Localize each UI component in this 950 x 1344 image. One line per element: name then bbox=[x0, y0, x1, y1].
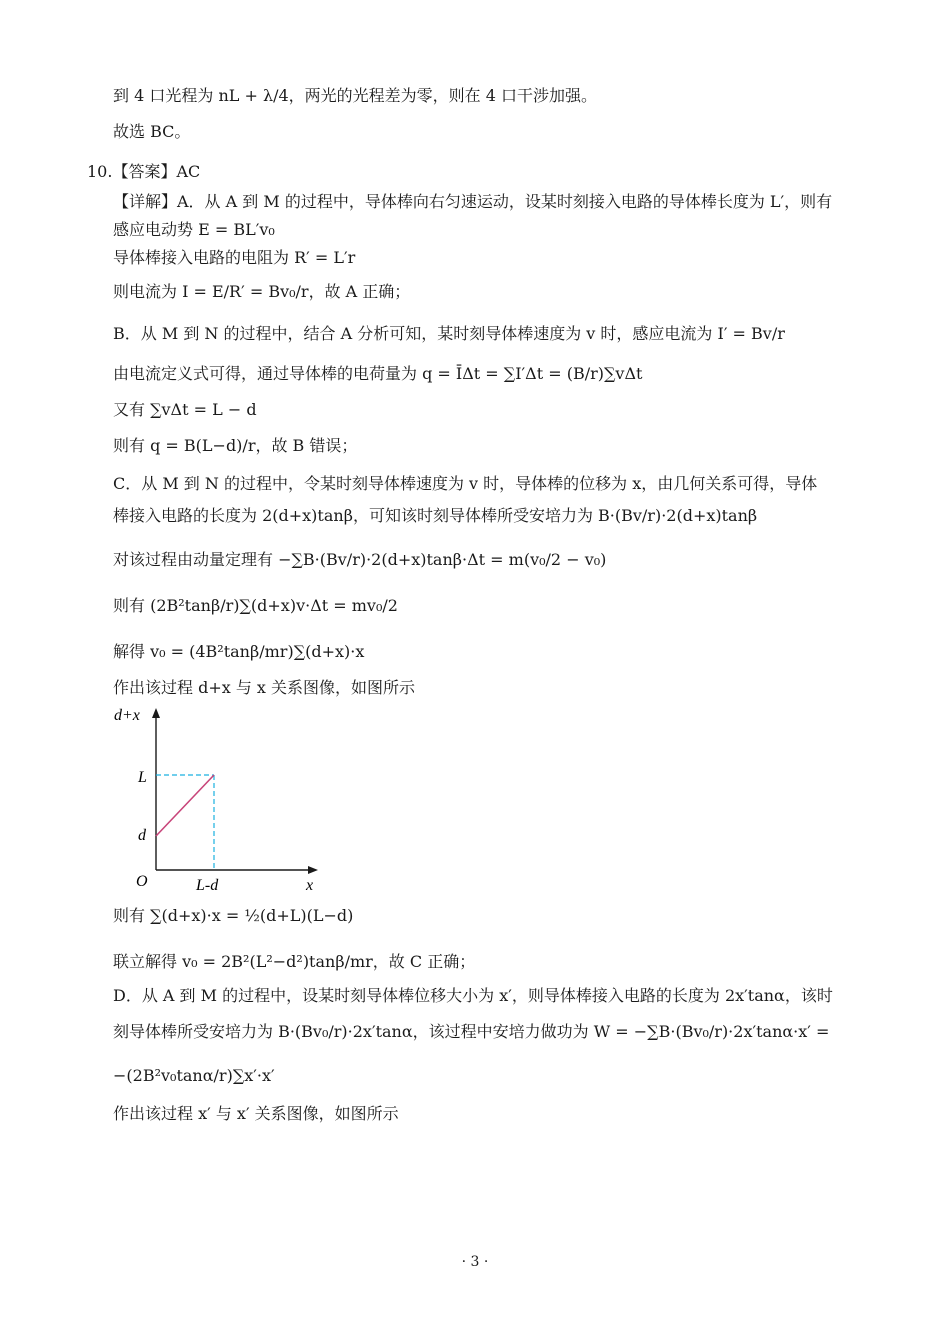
d2-text: 刻导体棒所受安培力为 B·(Bv₀/r)·2x′tanα，该过程中安培力做功为 W = −∑B·(Bv₀/r)·2x′tanα·x′ = bbox=[113, 1022, 830, 1041]
text-line-a2 bbox=[113, 220, 275, 240]
text-line-d4 bbox=[113, 1104, 399, 1124]
text-line-a4 bbox=[113, 282, 410, 302]
c8-text: 联立解得 v₀ = 2B²(L²−d²)tanβ/mr，故 C 正确； bbox=[113, 952, 476, 971]
tick-label-L-minus-d: L-d bbox=[196, 877, 219, 894]
x-axis-label: x bbox=[306, 877, 314, 894]
c4-text: 则有 (2B²tanβ/r)∑(d+x)v·Δt = mv₀/2 bbox=[113, 596, 398, 615]
c6-text: 作出该过程 d+x 与 x 关系图像，如图所示 bbox=[113, 678, 416, 697]
text-line-c2 bbox=[113, 506, 757, 526]
y-axis-arrow bbox=[152, 708, 160, 718]
answer-heading bbox=[87, 162, 200, 182]
graph-line bbox=[156, 775, 214, 836]
text-line-2 bbox=[113, 122, 190, 142]
text-line-1 bbox=[113, 86, 597, 106]
a1-text: 【详解】A．从 A 到 M 的过程中，导体棒向右匀速运动，设某时刻接入电路的导体棒长度为 L′，则有 bbox=[113, 192, 833, 211]
tick-label-d: d bbox=[138, 827, 146, 844]
d3-text: −(2B²v₀tanα/r)∑x′·x′ bbox=[113, 1066, 275, 1085]
d1-text: D．从 A 到 M 的过程中，设某时刻导体棒位移大小为 x′，则导体棒接入电路的长度为 2x′tanα，该时 bbox=[113, 986, 833, 1005]
text-line-c8 bbox=[113, 952, 475, 972]
a2-text: 感应电动势 E = BL′v₀ bbox=[113, 220, 275, 239]
text-line-d2 bbox=[113, 1022, 829, 1042]
text-line-c5 bbox=[113, 642, 364, 662]
c2-text: 棒接入电路的长度为 2(d+x)tanβ，可知该时刻导体棒所受安培力为 B·(Bv/r)·2(d+x)tanβ bbox=[113, 506, 758, 525]
c7-text: 则有 ∑(d+x)·x = ½(d+L)(L−d) bbox=[113, 906, 354, 925]
b2-text: 由电流定义式可得，通过导体棒的电荷量为 q = ĪΔt = ∑I′Δt = (B/r)∑vΔt bbox=[113, 364, 643, 383]
c5-text: 解得 v₀ = (4B²tanβ/mr)∑(d+x)·x bbox=[113, 642, 365, 661]
text-line-d3 bbox=[113, 1066, 275, 1086]
a3-text: 导体棒接入电路的电阻为 R′ = L′r bbox=[113, 248, 356, 267]
x-axis-arrow bbox=[308, 866, 318, 874]
b1-text: B．从 M 到 N 的过程中，结合 A 分析可知，某时刻导体棒速度为 v 时，感应电流为 I′ = Bv/r bbox=[113, 324, 785, 343]
text-line-b1 bbox=[113, 324, 785, 344]
a4-text: 则电流为 I = E/R′ = Bv₀/r，故 A 正确； bbox=[113, 282, 411, 301]
page-number: · 3 · bbox=[461, 1254, 489, 1270]
text-line-c1 bbox=[113, 474, 817, 494]
b3-text: 又有 ∑vΔt = L − d bbox=[113, 400, 257, 419]
text-line-c3 bbox=[113, 550, 606, 570]
c1-text: C．从 M 到 N 的过程中，令某时刻导体棒速度为 v 时，导体棒的位移为 x，由几何关系可得，导体 bbox=[113, 474, 818, 493]
text-line-c6 bbox=[113, 678, 415, 698]
d4-text: 作出该过程 x′ 与 x′ 关系图像，如图所示 bbox=[113, 1104, 399, 1123]
c3-text: 对该过程由动量定理有 −∑B·(Bv/r)·2(d+x)tanβ·Δt = m(v₀/2 − v₀) bbox=[113, 550, 607, 569]
text-line-b3 bbox=[113, 400, 257, 420]
b4-text: 则有 q = B(L−d)/r，故 B 错误； bbox=[113, 436, 358, 455]
line-2-text: 故选 BC。 bbox=[113, 122, 191, 141]
answer-heading-text: 10.【答案】AC bbox=[87, 162, 201, 181]
text-line-b4 bbox=[113, 436, 357, 456]
line-1-text: 到 4 口光程为 nL + λ/4，两光的光程差为零，则在 4 口干涉加强。 bbox=[113, 86, 598, 105]
text-line-c4 bbox=[113, 596, 398, 616]
origin-label: O bbox=[136, 873, 148, 890]
text-line-b2 bbox=[113, 364, 642, 384]
text-line-d1 bbox=[113, 986, 833, 1006]
text-line-a3 bbox=[113, 248, 355, 268]
text-line-c7 bbox=[113, 906, 353, 926]
text-line-a1 bbox=[113, 192, 832, 212]
y-axis-label: d+x bbox=[114, 707, 140, 724]
tick-label-L: L bbox=[138, 769, 147, 786]
d-plus-x-vs-x-graph bbox=[114, 700, 338, 900]
